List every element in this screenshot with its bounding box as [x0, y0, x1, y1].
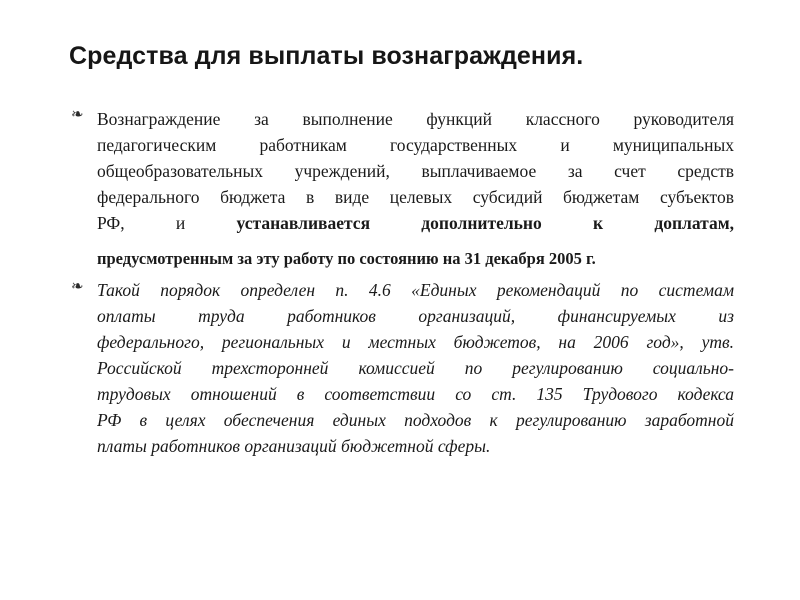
paragraph-2: [97, 277, 734, 459]
bullet-leaf-icon: ❧: [71, 106, 84, 123]
paragraph-1-line-3: общеобразовательных учреждений, выплачиваемое за счет средств: [97, 161, 734, 181]
paragraph-2-line-3: федерального, региональных и местных бюджетов, на 2006 год», утв.: [97, 332, 734, 352]
paragraph-1-line-1: Вознаграждение за выполнение функций классного руководителя: [97, 109, 734, 129]
slide-title: Средства для выплаты вознаграждения.: [69, 42, 584, 70]
paragraph-2-line-6: РФ в целях обеспечения единых подходов к регулированию заработной: [97, 410, 734, 430]
paragraph-2-line-4: Российской трехсторонней комиссией по регулированию социально-: [97, 358, 734, 378]
paragraph-1-line-2: педагогическим работникам государственных и муниципальных: [97, 135, 734, 155]
paragraph-1-line-5-bold: устанавливается дополнительно к доплатам,: [236, 213, 734, 233]
paragraph-2-line-1: Такой порядок определен п. 4.6 «Единых рекомендаций по системам: [97, 280, 734, 300]
paragraph-1: [97, 106, 734, 272]
paragraph-2-line-2: оплаты труда работников организаций, финансируемых из: [97, 306, 734, 326]
paragraph-1-line-4: федерального бюджета в виде целевых субсидий бюджетам субъектов: [97, 187, 734, 207]
paragraph-1-line-5-normal: РФ, и: [97, 213, 186, 233]
paragraph-1-line-6: предусмотренным за эту работу по состоянию на 31 декабря 2005 г.: [97, 249, 596, 268]
bullet-leaf-icon-2: ❧: [71, 278, 84, 295]
paragraph-1-line-5: [97, 210, 734, 236]
paragraph-2-line-7: платы работников организаций бюджетной сферы.: [97, 436, 491, 456]
paragraph-2-line-5: трудовых отношений в соответствии со ст. 135 Трудового кодекса: [97, 384, 734, 404]
